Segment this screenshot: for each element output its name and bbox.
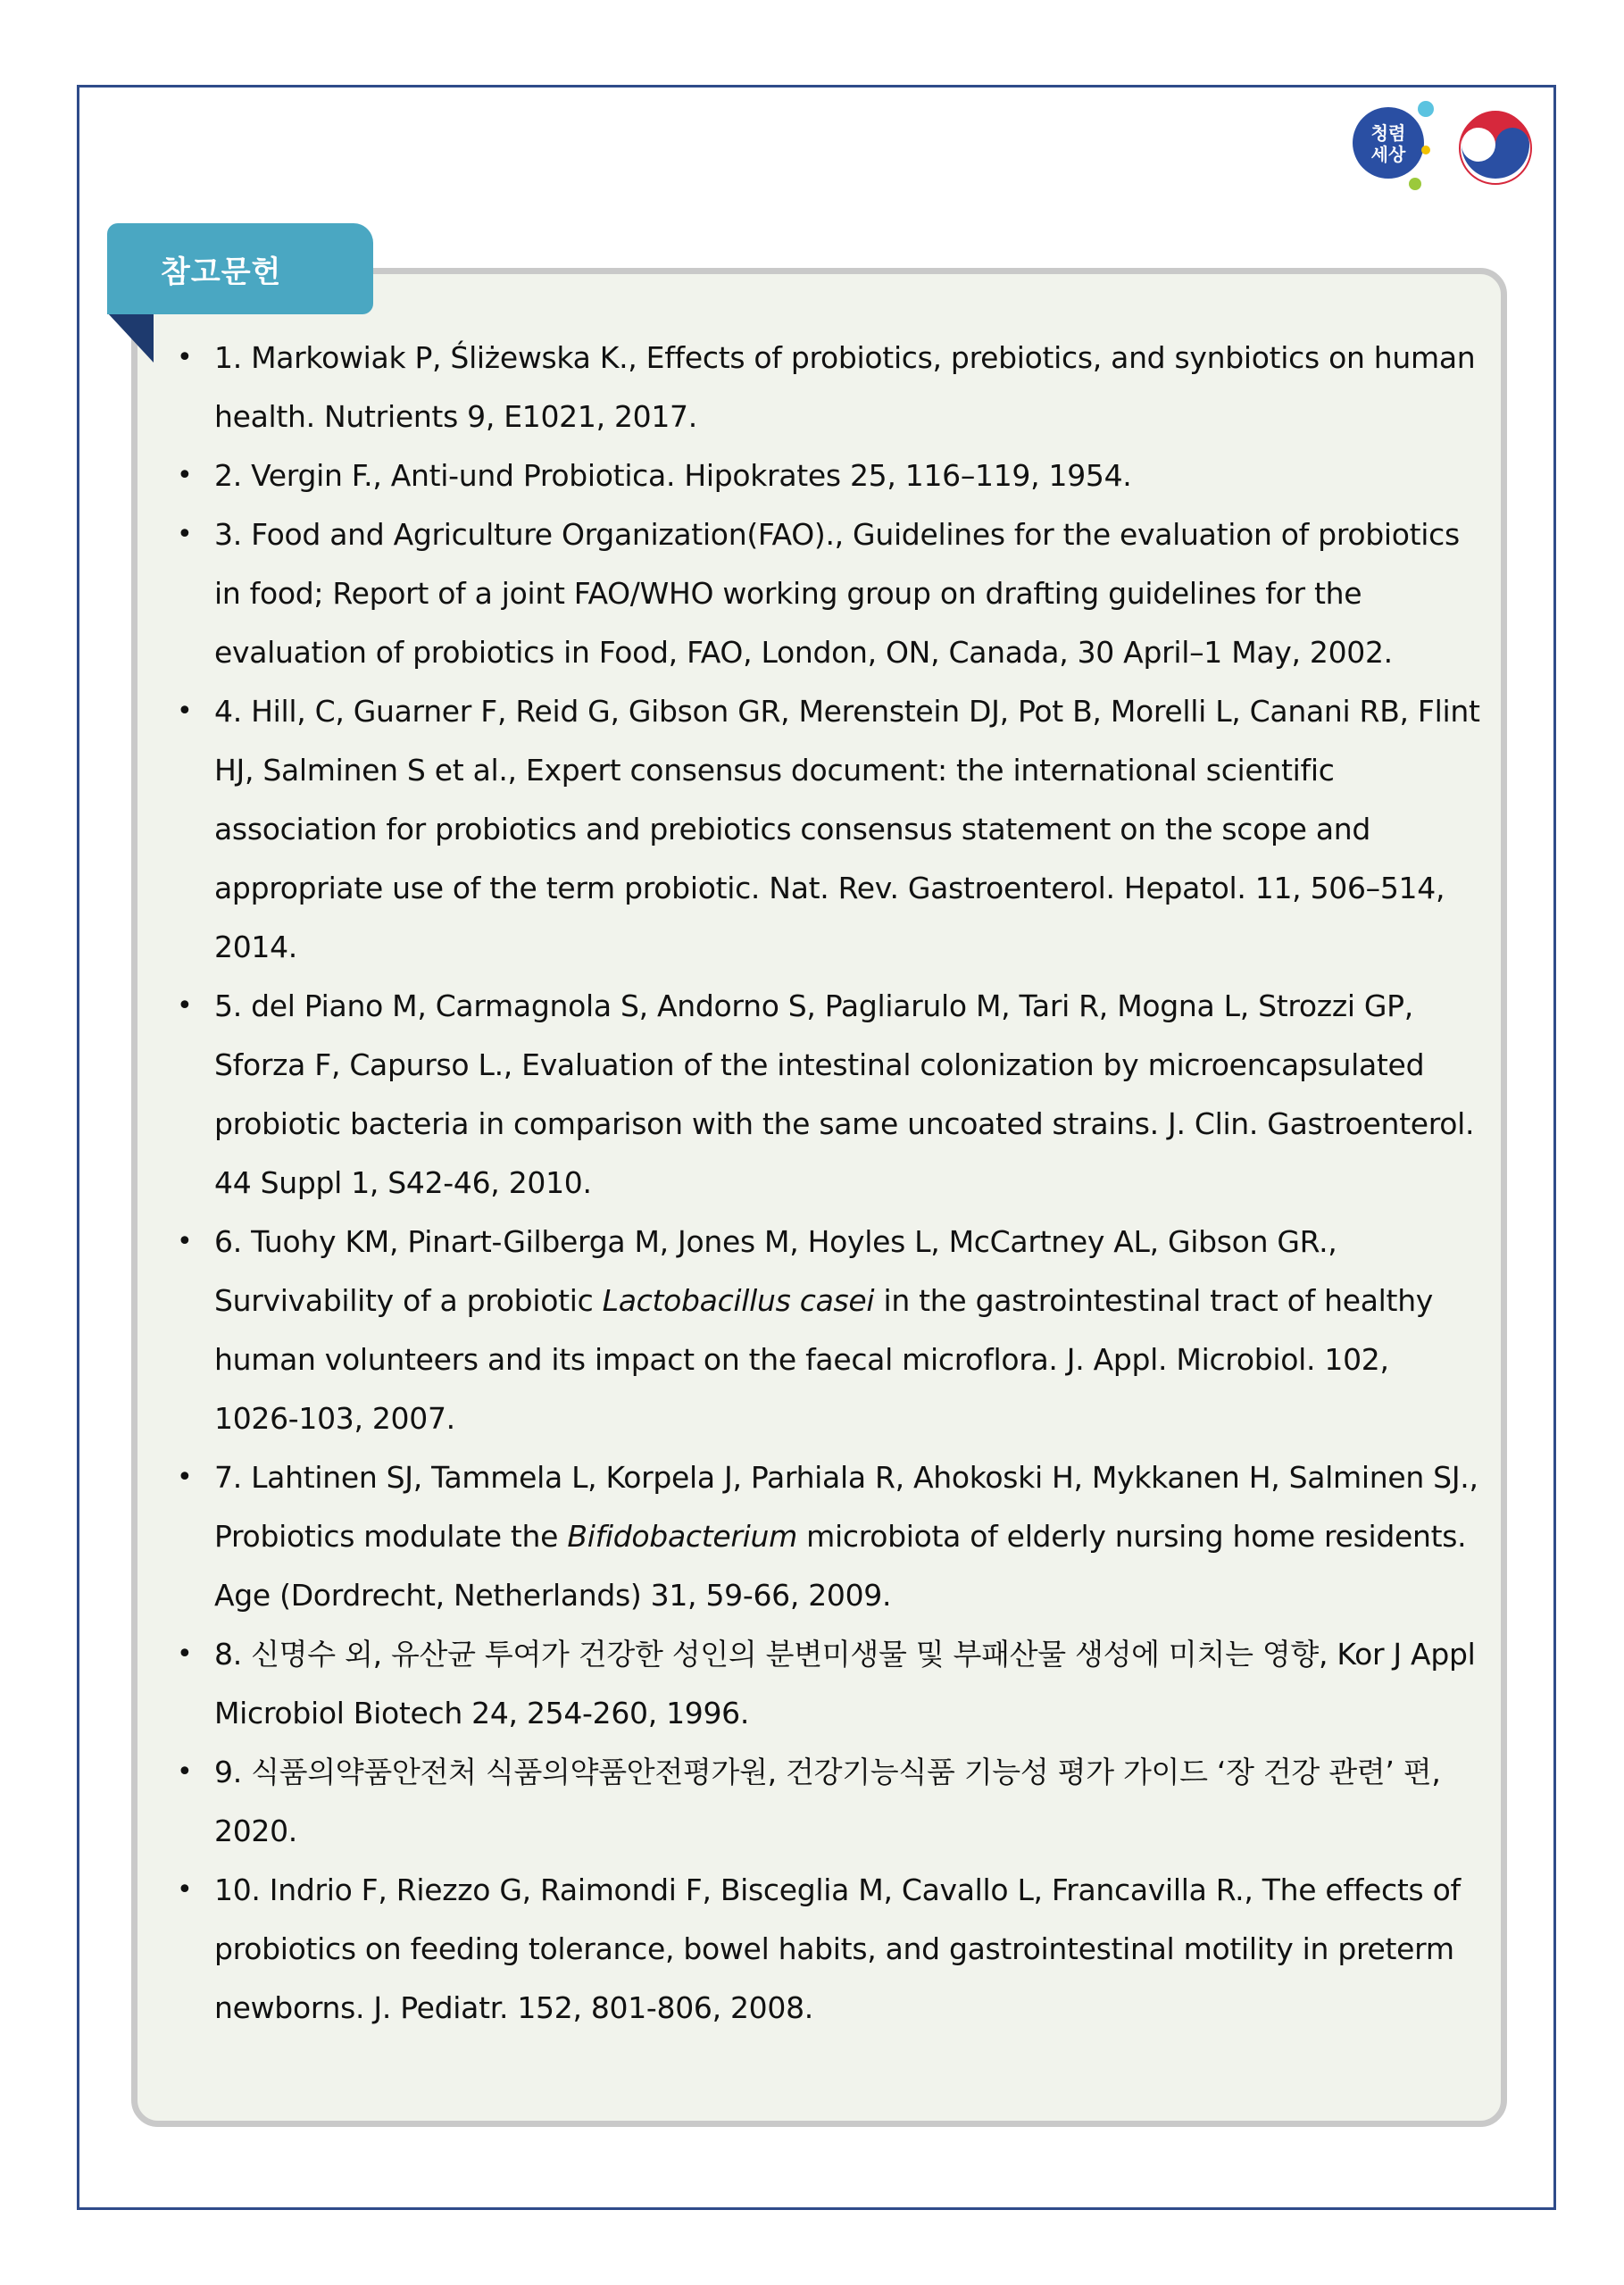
reference-text: 1. Markowiak P, Śliżewska K., Effects of probiotics, prebiotics, and synbiotics on human health. Nutrients 9, E1021, 2017. [214,340,1476,434]
bullet-icon: • [177,1226,193,1257]
reference-item [170,446,1482,505]
reference-italic-term: Lactobacillus casei [602,1283,875,1318]
bullet-icon: • [177,1874,193,1906]
reference-italic-term: Bifidobacterium [567,1519,797,1554]
reference-item [170,1625,1482,1743]
integrity-logo-text-1: 청렴 [1370,122,1406,144]
reference-item [170,682,1482,977]
reference-text: 2. Vergin F., Anti-und Probiotica. Hipokrates 25, 116–119, 1954. [214,458,1132,493]
bullet-icon: • [177,990,193,1022]
bullet-icon: • [177,519,193,550]
reference-text: 7. Lahtinen SJ, Tammela L, Korpela J, Parhiala R, Ahokoski H, Mykkanen H, Salminen SJ., Probiotics modulate the [214,1460,1478,1554]
integrity-campaign-logo [1353,101,1434,190]
bullet-icon: • [177,460,193,491]
reference-text: 9. 식품의약품안전처 식품의약품안전평가원, 건강기능식품 기능성 평가 가이드 ‘장 건강 관련’ 편, 2020. [214,1755,1441,1848]
bullet-icon: • [177,342,193,373]
header-logos [1344,96,1540,204]
reference-item [170,1213,1482,1448]
reference-text: 8. 신명수 외, 유산균 투여가 건강한 성인의 분변미생물 및 부패산물 생성에 미치는 영향, Kor J Appl Microbiol Biotech 24, 254-260, 1996. [214,1637,1476,1730]
reference-item [170,505,1482,682]
section-title-tab [107,223,373,314]
reference-text: 5. del Piano M, Carmagnola S, Andorno S, Pagliarulo M, Tari R, Mogna L, Strozzi GP, Sforza F, Capurso L., Evaluation of the intestinal colonization by microencapsulated probiotic bacteria in comparison with the same uncoated strains. J. Clin. Gastroenterol. 44 Suppl 1, S42-46, 2010. [214,988,1475,1200]
reference-text: in the gastrointestinal tract of healthy human volunteers and its impact on the faecal microflora. J. Appl. Microbiol. 102, 1026-103, 2007. [214,1283,1434,1436]
reference-item [170,329,1482,446]
reference-text: 4. Hill, C, Guarner F, Reid G, Gibson GR, Merenstein DJ, Pot B, Morelli L, Canani RB, Flint HJ, Salminen S et al., Expert consensus document: the international scientific association for probiotics and prebiotics consensus statement on the scope and appropriate use of the term probiotic. Nat. Rev. Gastroenterol. Hepatol. 11, 506–514, 2014. [214,694,1480,964]
government-emblem-icon [1460,111,1531,184]
bullet-icon: • [177,1756,193,1788]
reference-item [170,977,1482,1213]
bullet-icon: • [177,1639,193,1670]
reference-item [170,1448,1482,1625]
reference-item [170,1861,1482,2038]
references-list [170,329,1482,2038]
section-title: 참고문헌 [161,254,282,290]
reference-text: 3. Food and Agriculture Organization(FAO)., Guidelines for the evaluation of probiotics in food; Report of a joint FAO/WHO working group on drafting guidelines for the evaluation of probiotics in Food, FAO, London, ON, Canada, 30 April–1 May, 2002. [214,517,1460,670]
tab-fold-shadow [107,313,154,363]
bullet-icon: • [177,1462,193,1493]
reference-text: microbiota of elderly nursing home residents. Age (Dordrecht, Netherlands) 31, 59-66, 2009. [214,1519,1467,1613]
bullet-icon: • [177,696,193,727]
reference-text: 10. Indrio F, Riezzo G, Raimondi F, Bisceglia M, Cavallo L, Francavilla R., The effects of probiotics on feeding tolerance, bowel habits, and gastrointestinal motility in preterm newborns. J. Pediatr. 152, 801-806, 2008. [214,1872,1461,2025]
reference-text: 6. Tuohy KM, Pinart-Gilberga M, Jones M, Hoyles L, McCartney AL, Gibson GR., Survivability of a probiotic [214,1224,1337,1318]
integrity-logo-text-2: 세상 [1370,144,1406,165]
reference-item [170,1743,1482,1861]
